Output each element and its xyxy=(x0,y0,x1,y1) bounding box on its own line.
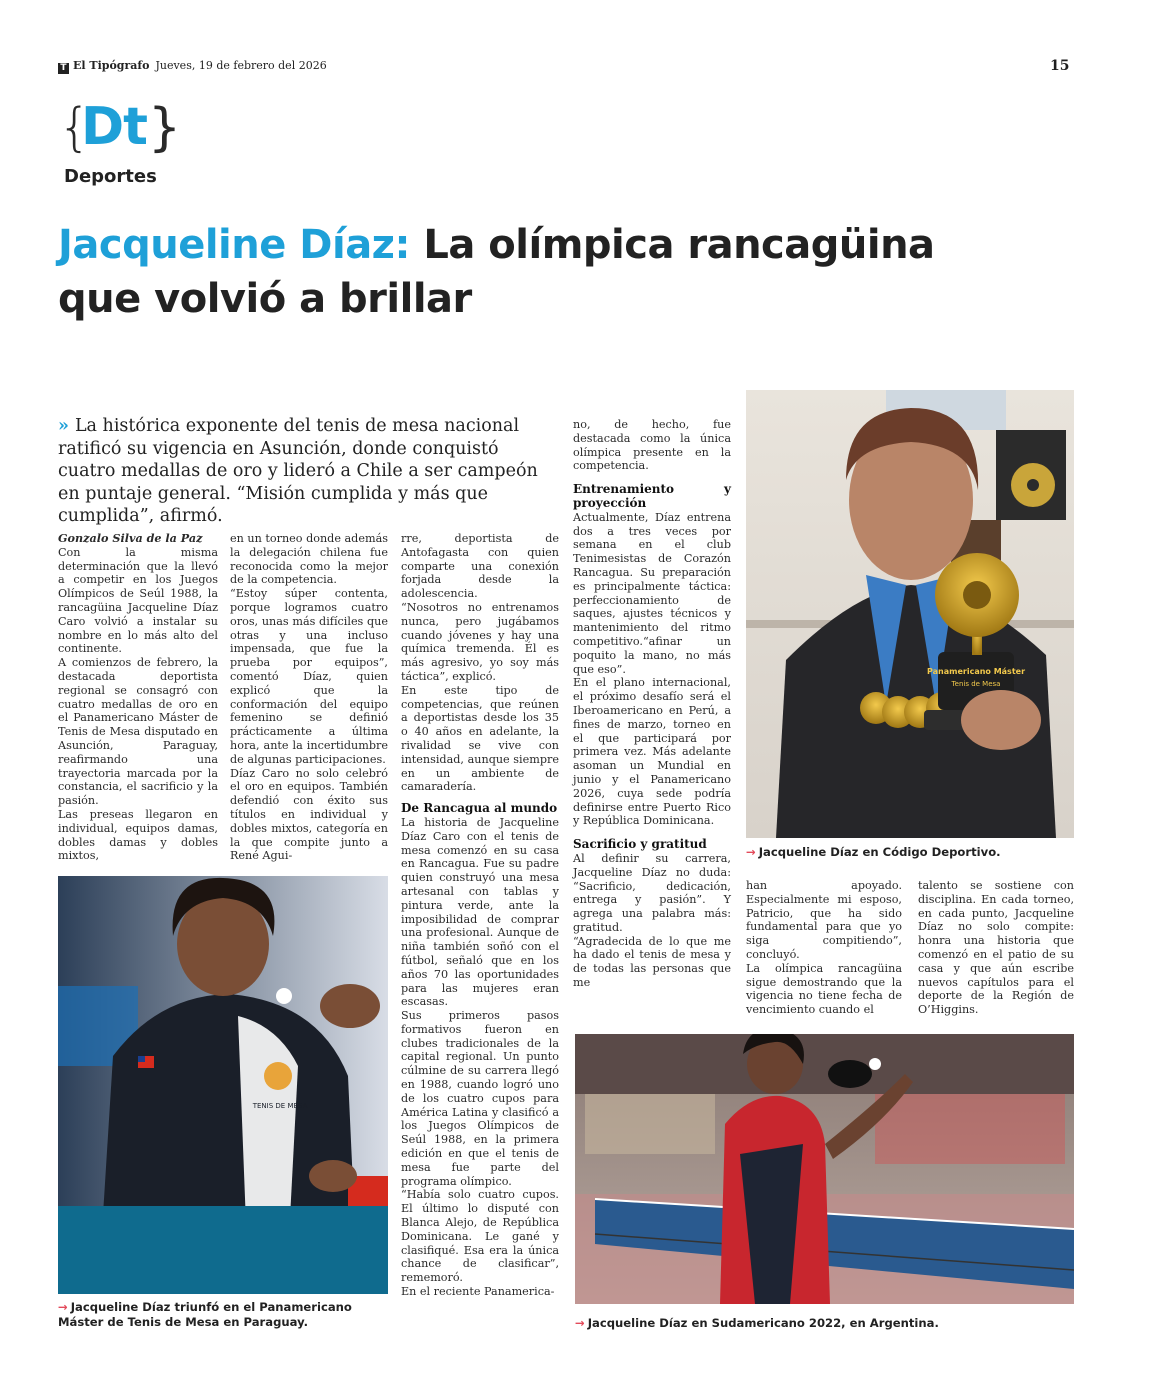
section-brace-close: } xyxy=(148,98,182,158)
caption-paraguay xyxy=(58,1300,398,1330)
paragraph: “Estoy súper contenta, porque logramos cuatro oros, unas más difíciles que otras y una incluso impensada, que fue la prueba por equipos”, comentó Díaz, quien explicó que la conformación del equipo femenino se definió prácticamente a última hora, ante la incertidumbre de algunas participaciones. xyxy=(230,587,388,766)
trophy-subtext: Tenis de Mesa xyxy=(951,680,1001,688)
paragraph: Las preseas llegaron en individual, equipos damas, dobles damas y dobles mixtos, xyxy=(58,807,218,863)
caption-arrow-icon: → xyxy=(575,1316,585,1330)
byline: Gonzalo Silva de la Paz xyxy=(58,531,203,545)
article-column-5 xyxy=(746,879,902,1017)
caption-argentina xyxy=(575,1316,1074,1331)
headline xyxy=(58,218,1058,326)
caption-trophy xyxy=(746,845,1074,860)
photo-trophy xyxy=(746,390,1074,838)
photo-argentina-illustration xyxy=(575,1034,1074,1304)
article-column-3 xyxy=(401,532,559,1299)
headline-line1: La olímpica rancagüina xyxy=(409,222,935,268)
paragraph: En el reciente Panamerica- xyxy=(401,1285,555,1299)
article-column-1 xyxy=(58,532,218,863)
article-column-6 xyxy=(918,879,1074,1017)
paragraph: En este tipo de competencias, que reúnen a deportistas desde los 35 o 40 años en adelante, la rivalidad se vive con intensidad, aunque siempre en un ambiente de camaradería. xyxy=(401,683,559,794)
paragraph: Con la misma determinación que la llevó a competir en los Juegos Olímpicos de Seúl 1988, la rancagüina Jacqueline Díaz Caro volvió a instalar su nombre en lo más alto del continente. xyxy=(58,545,218,656)
subhead-sacrifice: Sacrificio y gratitud xyxy=(573,837,707,852)
caption-arrow-icon: → xyxy=(746,845,756,859)
article-column-2 xyxy=(230,532,388,863)
paragraph: rre, deportista de Antofagasta con quien comparte una conexión forjada desde la adolescencia. xyxy=(401,532,559,601)
section-name: Deportes xyxy=(64,166,157,187)
paragraph: han apoyado. Especialmente mi esposo, Patricio, que ha sido fundamental para que yo siga compitiendo”, concluyó. xyxy=(746,879,902,961)
page-number: 15 xyxy=(1050,58,1070,74)
paragraph: A comienzos de febrero, la destacada deportista regional se consagró con cuatro medallas de oro en el Panamericano Máster de Tenis de Mesa disputado en Asunción, Paraguay, reafirmando una trayectoria marcada por la constancia, el sacrificio y la pasión. xyxy=(58,656,218,808)
newspaper-logo-icon: T xyxy=(58,63,69,74)
lede xyxy=(58,415,558,528)
paragraph: Al definir su carrera, Jacqueline Díaz no duda: “Sacrificio, dedicación, entrega y pasión”. Y agrega una palabra más: gratitud. xyxy=(573,851,731,934)
photo-argentina xyxy=(575,1034,1074,1304)
photo-paraguay xyxy=(58,876,388,1294)
subhead-training: Entrenamiento y proyección xyxy=(573,482,731,510)
headline-line2: que volvió a brillar xyxy=(58,276,472,322)
masthead xyxy=(58,59,327,74)
paragraph: talento se sostiene con disciplina. En cada torneo, en cada punto, Jacqueline Díaz no solo compite: honra una historia que comenzó en el patio de su casa y que aún escribe nuevos capítulos para el deporte de la Región de O’Higgins. xyxy=(918,879,1074,1017)
paragraph: La historia de Jacqueline Díaz Caro con el tenis de mesa comenzó en su casa en Rancagua. Fue su padre quien construyó una mesa artesanal con tablas y pintura verde, ante la imposibilidad de comprar una profesional. Aunque de niña también soñó con el fútbol, señaló que en los años 70 las oportunidades para las mujeres eran escasas. xyxy=(401,815,559,1009)
section-code: Dt xyxy=(81,97,148,157)
caption-argentina-text: Jacqueline Díaz en Sudamericano 2022, en Argentina. xyxy=(587,1316,939,1330)
headline-name: Jacqueline Díaz: xyxy=(58,222,410,268)
paragraph: en un torneo donde además la delegación chilena fue reconocida como la mejor de la competencia. xyxy=(230,532,388,587)
publication-name: El Tipógrafo xyxy=(73,59,150,72)
paragraph: Díaz Caro no solo celebró el oro en equipos. También defendió con éxito sus títulos en individual y dobles mixtos, categoría en la que compite junto a René Agui- xyxy=(230,766,388,863)
subhead-rancagua: De Rancagua al mundo xyxy=(401,801,558,816)
lede-arrow-icon: » xyxy=(58,416,69,436)
paragraph: “Nosotros no entrenamos nunca, pero jugábamos cuando jóvenes y hay una química tremenda. Él es más agresivo, yo soy más táctica”, explicó. xyxy=(401,600,559,683)
shirt-text: TENIS DE MESA xyxy=(252,1102,308,1110)
paragraph: “Agradecida de lo que me ha dado el tenis de mesa y de todas las personas que me xyxy=(573,934,731,990)
article-column-4 xyxy=(573,418,731,990)
paragraph: no, de hecho, fue destacada como la única olímpica presente en la competencia. xyxy=(573,418,731,473)
paragraph: “Había solo cuatro cupos. El último lo disputé con Blanca Alejo, de República Dominicana. Le gané y clasifiqué. Esa era la única chance de clasificar”, rememoró. xyxy=(401,1188,559,1285)
lede-text: La histórica exponente del tenis de mesa nacional ratificó su vigencia en Asunción, donde conquistó cuatro medallas de oro y lideró a Chile a ser campeón en puntaje general. “Misión cumplida y más que cumplida”, afirmó. xyxy=(58,416,538,526)
paragraph: En el plano internacional, el próximo desafío será el Iberoamericano en Perú, a fines de marzo, torneo en el que participará por primera vez. Más adelante asoman un Mundial en junio y el Panamericano 2026, cuya sede podría definirse entre Puerto Rico y República Dominicana. xyxy=(573,676,731,828)
photo-paraguay-illustration xyxy=(58,876,388,1294)
paragraph: Actualmente, Díaz entrena dos a tres veces por semana en el club Tenimesistas de Corazón Rancagua. Su preparación es principalmente táctica: perfeccionamiento de saques, ajustes técnicos y mantenimiento del ritmo competitivo.“afinar un poquito la mano, no más que eso”. xyxy=(573,510,731,676)
section-brace-open: { xyxy=(58,98,92,158)
caption-arrow-icon: → xyxy=(58,1300,68,1314)
paragraph: La olímpica rancagüina sigue demostrando que la vigencia no tiene fecha de vencimiento cuando el xyxy=(746,961,902,1017)
photo-trophy-illustration xyxy=(746,390,1074,838)
caption-trophy-text: Jacqueline Díaz en Código Deportivo. xyxy=(758,845,1001,859)
issue-date: Jueves, 19 de febrero del 2026 xyxy=(155,59,327,72)
paragraph: Sus primeros pasos formativos fueron en clubes tradicionales de la capital regional. Un punto cúlmine de su carrera llegó en 1988, cuando logró uno de los cuatro cupos para América Latina y clasificó a los Juegos Olímpicos de Seúl 1988, en la primera edición en que el tenis de mesa fue parte del programa olímpico. xyxy=(401,1009,559,1188)
caption-paraguay-text: Jacqueline Díaz triunfó en el Panamericano Máster de Tenis de Mesa en Paraguay. xyxy=(58,1300,352,1329)
trophy-text: Panamericano Máster xyxy=(926,667,1026,676)
